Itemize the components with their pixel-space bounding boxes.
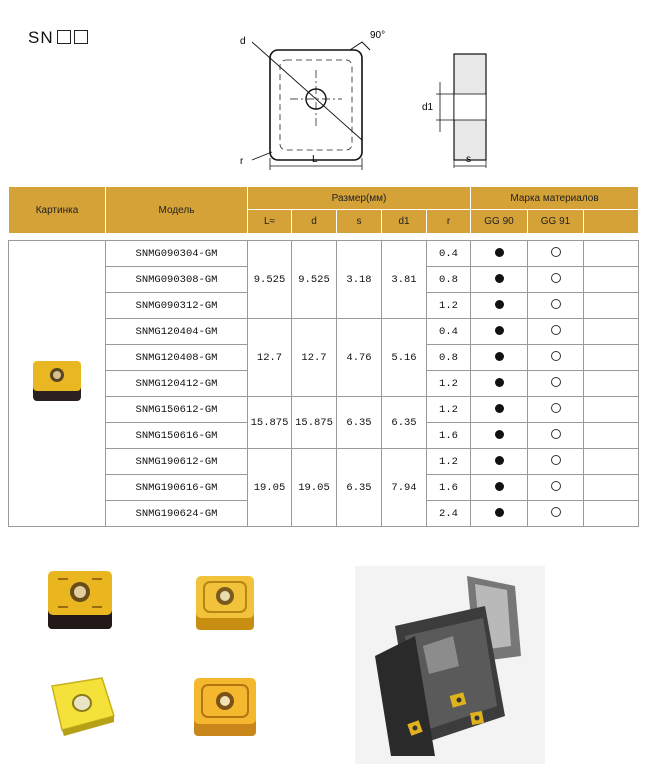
table-cell-r: 2.4 <box>427 501 471 527</box>
table-cell-r: 0.4 <box>427 241 471 267</box>
table-cell-r: 1.6 <box>427 475 471 501</box>
hollow-circle-icon <box>551 351 561 361</box>
grade-gg90-cell <box>471 319 528 345</box>
hollow-circle-icon <box>551 429 561 439</box>
table-cell-d1: 5.16 <box>382 319 427 397</box>
filled-dot-icon <box>495 274 504 283</box>
grade-gg91-cell <box>528 241 584 267</box>
table-cell-r: 1.2 <box>427 293 471 319</box>
col-d: d <box>292 210 337 234</box>
grade-gg91-cell <box>528 449 584 475</box>
grade-gg90-cell <box>471 293 528 319</box>
hollow-circle-icon <box>551 247 561 257</box>
filled-dot-icon <box>495 352 504 361</box>
table-cell-model: SNMG090304-GM <box>106 241 248 267</box>
table-cell-r: 1.2 <box>427 449 471 475</box>
label-r: r <box>240 156 244 167</box>
grade-gg91-cell <box>528 267 584 293</box>
label-d: d <box>240 36 246 47</box>
insert-photo-4 <box>188 672 262 742</box>
filled-dot-icon <box>495 482 504 491</box>
hollow-circle-icon <box>551 403 561 413</box>
empty-cell <box>584 345 639 371</box>
series-title <box>28 28 88 48</box>
grade-gg91-cell <box>528 397 584 423</box>
hollow-circle-icon <box>551 507 561 517</box>
label-L: L <box>312 154 318 165</box>
grade-gg90-cell <box>471 475 528 501</box>
filled-dot-icon <box>495 326 504 335</box>
table-cell-r: 0.8 <box>427 345 471 371</box>
grade-gg90-cell <box>471 345 528 371</box>
table-cell-model: SNMG120412-GM <box>106 371 248 397</box>
grade-gg90-cell <box>471 371 528 397</box>
insert-photo-1 <box>40 565 120 637</box>
grade-gg91-cell <box>528 423 584 449</box>
side-hole <box>454 94 486 120</box>
table-cell-r: 1.6 <box>427 423 471 449</box>
grade-gg91-cell <box>528 319 584 345</box>
insert-photo-3 <box>44 672 120 742</box>
insert-technical-drawing <box>230 20 530 170</box>
table-cell-model: SNMG120404-GM <box>106 319 248 345</box>
filled-dot-icon <box>495 456 504 465</box>
angle-marker <box>350 42 370 50</box>
table-cell-r: 1.2 <box>427 371 471 397</box>
empty-cell <box>584 267 639 293</box>
label-d1: d1 <box>422 102 434 113</box>
table-cell-L: 12.7 <box>248 319 292 397</box>
empty-cell <box>584 449 639 475</box>
col-empty <box>584 210 639 234</box>
table-cell-d1: 6.35 <box>382 397 427 449</box>
table-cell-d: 15.875 <box>292 397 337 449</box>
grade-gg91-cell <box>528 371 584 397</box>
insert-photo-icon <box>29 357 85 407</box>
filled-dot-icon <box>495 508 504 517</box>
grade-gg91-cell <box>528 475 584 501</box>
grade-gg90-cell <box>471 241 528 267</box>
empty-cell <box>584 241 639 267</box>
col-picture: Картинка <box>9 187 106 234</box>
table-cell-model: SNMG150616-GM <box>106 423 248 449</box>
col-r: r <box>427 210 471 234</box>
col-model: Модель <box>106 187 248 234</box>
table-cell-s: 6.35 <box>337 397 382 449</box>
filled-dot-icon <box>495 378 504 387</box>
hollow-circle-icon <box>551 377 561 387</box>
table-cell-s: 4.76 <box>337 319 382 397</box>
empty-cell <box>584 501 639 527</box>
col-gg90: GG 90 <box>471 210 528 234</box>
col-gg91: GG 91 <box>528 210 584 234</box>
hollow-circle-icon <box>551 325 561 335</box>
placeholder-box <box>74 30 88 44</box>
filled-dot-icon <box>495 248 504 257</box>
insert-photo-2 <box>190 570 260 636</box>
table-cell-d: 9.525 <box>292 241 337 319</box>
grade-gg90-cell <box>471 501 528 527</box>
filled-dot-icon <box>495 430 504 439</box>
empty-cell <box>584 319 639 345</box>
table-cell-model: SNMG190612-GM <box>106 449 248 475</box>
table-cell-d1: 7.94 <box>382 449 427 527</box>
empty-cell <box>584 423 639 449</box>
table-cell-L: 15.875 <box>248 397 292 449</box>
table-cell-model: SNMG150612-GM <box>106 397 248 423</box>
table-cell-model: SNMG090308-GM <box>106 267 248 293</box>
empty-cell <box>584 293 639 319</box>
hollow-circle-icon <box>551 299 561 309</box>
col-L: L≈ <box>248 210 292 234</box>
filled-dot-icon <box>495 404 504 413</box>
table-cell-d: 12.7 <box>292 319 337 397</box>
empty-cell <box>584 475 639 501</box>
col-size: Размер(мм) <box>248 187 471 210</box>
table-cell-r: 0.8 <box>427 267 471 293</box>
spec-table <box>8 186 638 527</box>
filled-dot-icon <box>495 300 504 309</box>
radius-leader <box>252 152 272 160</box>
grade-gg90-cell <box>471 267 528 293</box>
grade-gg90-cell <box>471 449 528 475</box>
hollow-circle-icon <box>551 481 561 491</box>
table-cell-s: 3.18 <box>337 241 382 319</box>
hollow-circle-icon <box>551 273 561 283</box>
table-cell-model: SNMG190616-GM <box>106 475 248 501</box>
series-code: SN <box>28 28 54 47</box>
empty-cell <box>584 371 639 397</box>
grade-gg91-cell <box>528 293 584 319</box>
milling-cutter-photo <box>355 566 545 764</box>
grade-gg91-cell <box>528 345 584 371</box>
table-cell-model: SNMG120408-GM <box>106 345 248 371</box>
table-cell-r: 0.4 <box>427 319 471 345</box>
table-cell-d1: 3.81 <box>382 241 427 319</box>
empty-cell <box>584 397 639 423</box>
table-cell-model: SNMG090312-GM <box>106 293 248 319</box>
table-cell-d: 19.05 <box>292 449 337 527</box>
col-s: s <box>337 210 382 234</box>
table-cell-model: SNMG190624-GM <box>106 501 248 527</box>
table-cell-L: 19.05 <box>248 449 292 527</box>
table-cell-r: 1.2 <box>427 397 471 423</box>
label-angle: 90° <box>370 30 386 41</box>
table-cell-L: 9.525 <box>248 241 292 319</box>
col-grade: Марка материалов <box>471 187 639 210</box>
table-cell-s: 6.35 <box>337 449 382 527</box>
grade-gg91-cell <box>528 501 584 527</box>
grade-gg90-cell <box>471 423 528 449</box>
placeholder-box <box>57 30 71 44</box>
col-d1: d1 <box>382 210 427 234</box>
hollow-circle-icon <box>551 455 561 465</box>
label-s: s <box>466 154 471 165</box>
picture-cell <box>9 241 106 527</box>
grade-gg90-cell <box>471 397 528 423</box>
